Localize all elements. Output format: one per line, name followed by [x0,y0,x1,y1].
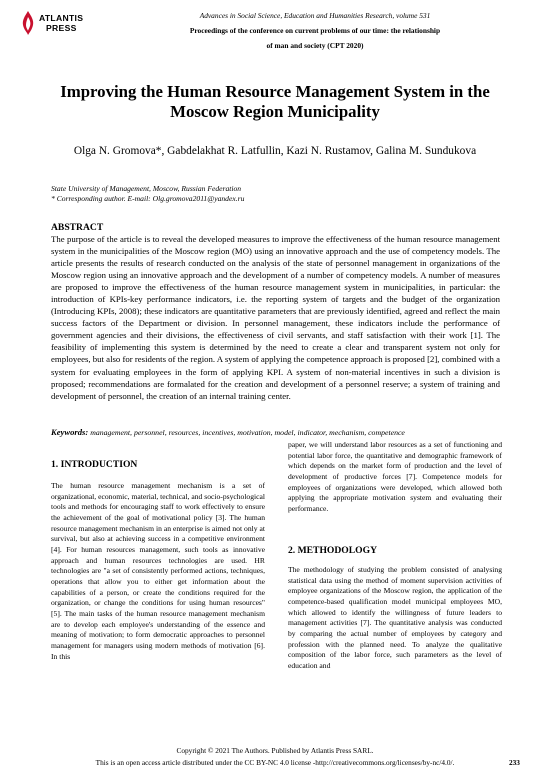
paper-title: Improving the Human Resource Management System in the Moscow Region Municipality [60,82,490,121]
proceedings-header: Proceedings of the conference on current problems of our time: the relationship [189,26,441,35]
right-column-text-continued: paper, we will understand labor resources as a set of functioning and potential labor force, the quantitative and demographic framework of which depends on the market form of production and the level of development of productive forces [7]. Competence models for employees of organizations were developed, which allowed both applying the appropriate motivation system and evaluating their performance. [288,440,502,513]
section-heading-introduction: 1. INTRODUCTION [51,459,138,470]
atlantis-logo-icon [20,11,36,35]
introduction-text: The human resource management mechanism is a set of organizational, economic, material, technical, and socio-psychological tools and methods for encouraging staff to work effectively to ensure the achievement of the goal of motivational policy [3]. The human resource management mechanism in an enterprise is aimed not only at survival, but also at achieving success in a competitive environment [4]. For human resources management, such tools as innovative approach and human resources technologies are used. HR technologies are "a set of consistently performed actions, techniques, operations that allow you to either get information about the capabilities of a person, or create the conditions required for the organization, or change the conditions for using human resources" [5]. The main tasks of the human resource management mechanism are to develop each employee's understanding of the essence and meaning of motivation; to form democratic approaches to personnel management for managers using modern methods of motivation [6]. In this [51,481,265,661]
logo-text-press: PRESS [46,23,77,33]
proceedings-header-cont: of man and society (CPT 2020) [266,41,364,50]
page-number: 233 [509,758,520,767]
author-list: Olga N. Gromova*, Gabdelakhat R. Latfullin, Kazi N. Rustamov, Galina M. Sundukova [73,145,477,157]
affiliation-block [51,184,244,204]
abstract-text: The purpose of the article is to reveal the developed measures to improve the effectiveness of the human resource management system in the municipalities of the Moscow region (MO) using an innovative approach and the use of competency models. The article presents the results of research conducted on the analysis of the state of personnel management in organizations of the Moscow region using an innovative approach and the development of a number of competency models. A number of measures are proposed to improve the effectiveness of the human resource management system in municipalities, in particular: the introduction of KPIs-key performance indicators, i.e. the reporting system of targets and the budget of the organization (Introducing KPIs, 2008); these indicators are quantitative parameters that are previously identified, agreed and reflect the main success factors of the Department or division. In personnel management, these indicators include the performance of government agencies and their divisions, the effectiveness of civil servants, and staff satisfaction with their work [1]. The feasibility of implementing this system is determined by the need to create a clear and transparent system not only for employees, but also for residents of the region. A system of applying the competence approach is proposed [2], combined with a system for evaluating employees in the form of applying KPI. A system of non-material incentives in such a division is proposed; recommendations are formalated for the creation and development of a personnel reserve; a system of training and development of personnel, the creation of an internal training center. [51,234,500,401]
keywords-label: Keywords: [51,427,89,437]
publisher-logo [20,11,90,37]
keywords-list: management, personnel, resources, incentives, motivation, model, indicator, mechanism, competence [90,428,405,437]
abstract-heading: ABSTRACT [51,222,104,233]
logo-text-atlantis: ATLANTIS [39,13,84,23]
methodology-text: The methodology of studying the problem consisted of analysing statistical data using the method of moment supervision activities of employee organizations of the Moscow region, the application of the competence-based qualification model municipal employees MO, which allowed to identify the willingness of future leaders to management activities [7]. The quantitative analysis was conducted by comparing the actual number of employees by category and profession with the planned need. To analyze the qualitative composition of the labor force, such parameters as the level of education and [288,565,502,670]
corresponding-author: * Corresponding author. E-mail: Olg.gromova2011@yandex.ru [51,194,245,203]
section-heading-methodology: 2. METHODOLOGY [288,545,378,556]
license-notice: This is an open access article distributed under the CC BY-NC 4.0 license -http://creativecommons.org/licenses/by-nc/4.0/. [95,758,455,767]
keywords-line [51,427,500,437]
copyright-notice: Copyright © 2021 The Authors. Published by Atlantis Press SARL. [176,746,374,755]
affiliation: State University of Management, Moscow, Russian Federation [51,184,242,193]
journal-header: Advances in Social Science, Education and Humanities Research, volume 531 [199,11,431,20]
